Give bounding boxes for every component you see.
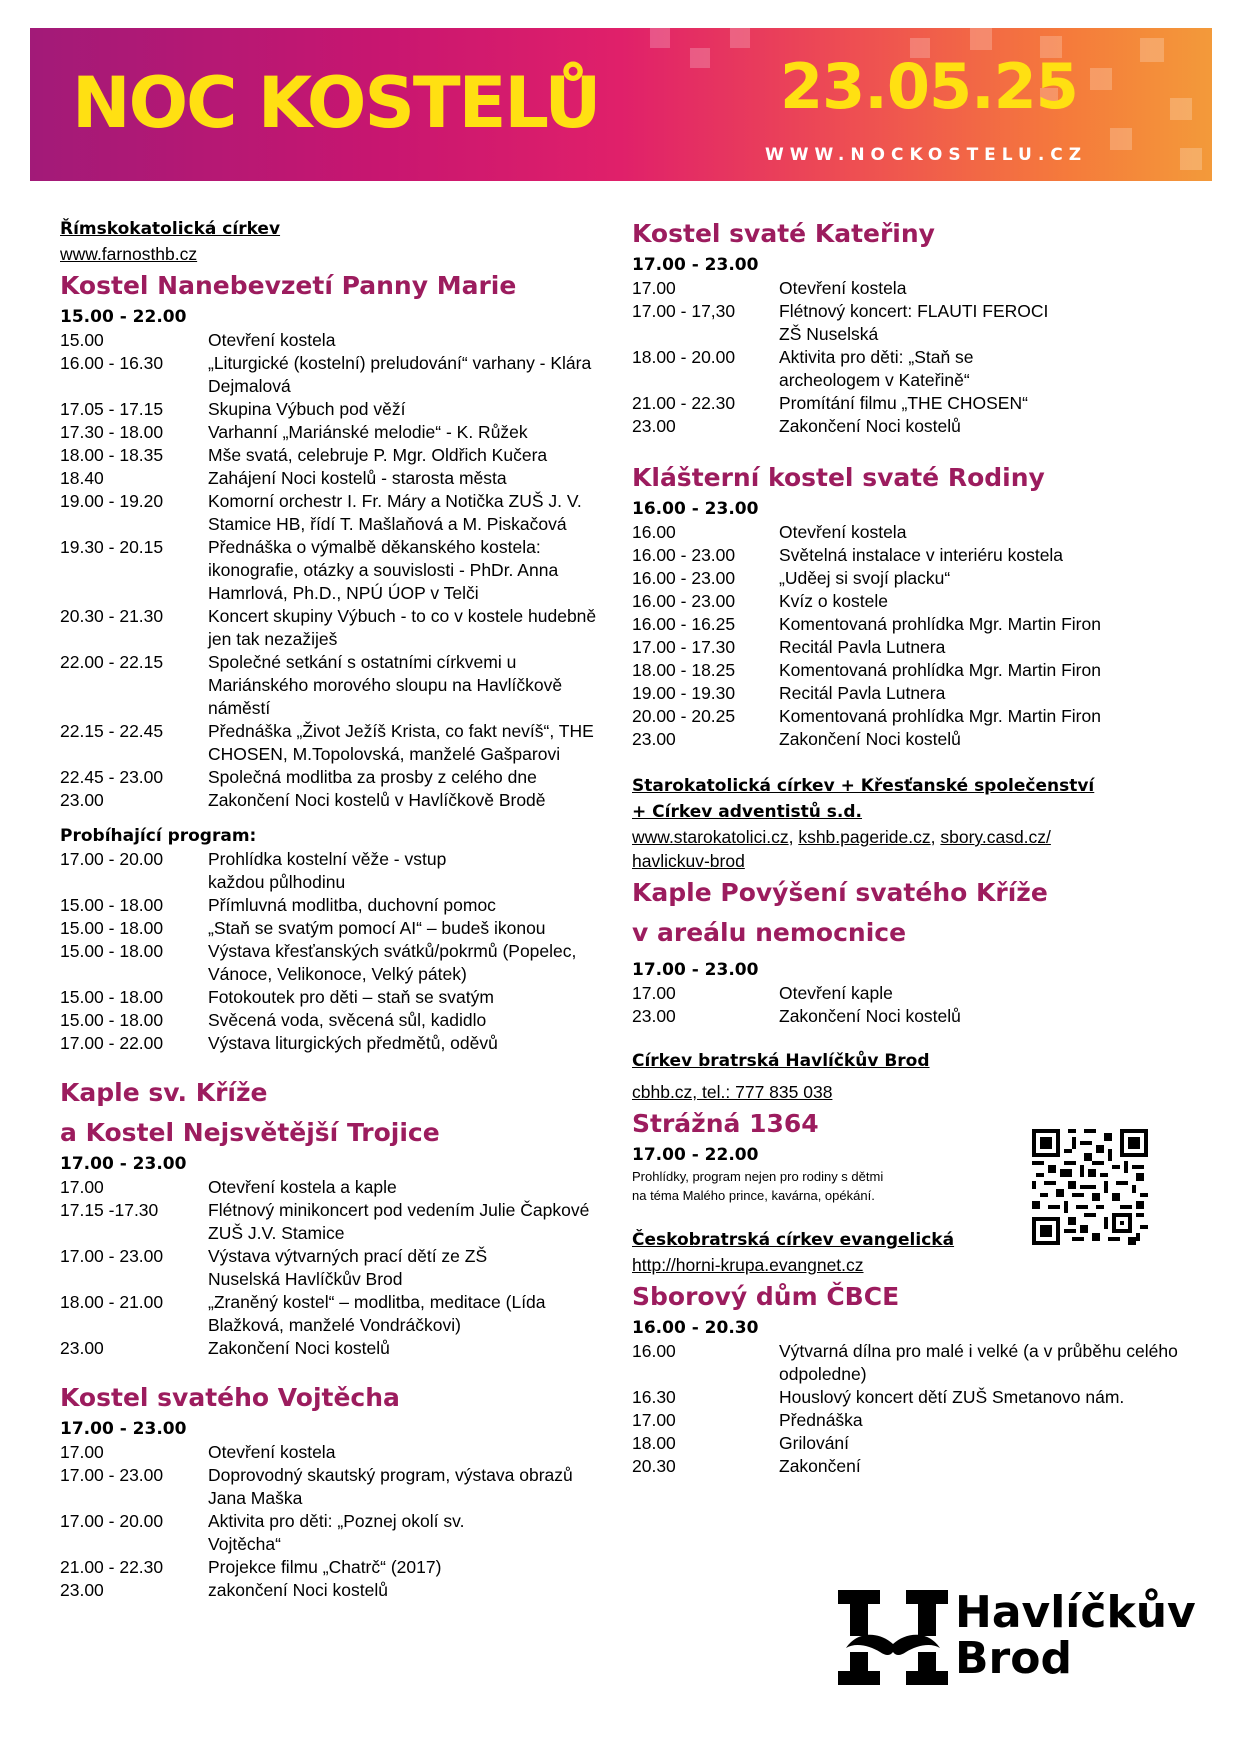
banner-website[interactable]: WWW.NOCKOSTELU.CZ — [765, 145, 1088, 165]
program-row: 21.00 - 22.30 Promítání filmu „THE CHOSEN“ — [632, 393, 1028, 413]
program-row: 18.00 - 21.00 „Zraněný kostel“ – modlitba, meditace (Lída Blažková, manželé Vondráčkovi) — [60, 1292, 546, 1335]
havlickuv-brod-logo-icon — [838, 1590, 948, 1685]
program-row: 22.45 - 23.00 Společná modlitba za prosby z celého dne — [60, 767, 537, 787]
program-row: 19.00 - 19.20 Komorní orchestr I. Fr. Máry a Notička ZUŠ J. V. Stamice HB, řídí T. Mašlaňová a M. Piskačová — [60, 491, 582, 534]
link-casd[interactable]: sbory.casd.cz/ — [940, 827, 1051, 847]
program-row: 17.30 - 18.00 Varhanní „Mariánské melodie“ - K. Růžek — [60, 422, 528, 442]
program-row: 17.15 -17.30 Flétnový minikoncert pod vedením Julie Čapkové ZUŠ J.V. Stamice — [60, 1200, 590, 1243]
program-row: 16.00 - 23.00 Kvíz o kostele — [632, 591, 888, 611]
program-row: 18.40 Zahájení Noci kostelů - starosta města — [60, 468, 507, 488]
link-starokatolici[interactable]: www.starokatolici.cz — [632, 827, 789, 847]
program-list-nanebevzeti — [60, 329, 605, 812]
program-row: 23.00 Zakončení Noci kostelů — [60, 1338, 390, 1358]
hours-cbce: 16.00 - 20.30 — [632, 1318, 759, 1338]
program-list-trojice — [60, 1176, 605, 1360]
program-row: 17.00 - 22.00 Výstava liturgických předmětů, oděvů — [60, 1033, 498, 1053]
right-column — [632, 214, 1192, 1478]
church-title-kaple-kriz: Kaple sv. Kříže — [60, 1078, 268, 1107]
city-logo-text — [955, 1587, 1196, 1684]
org-roman-catholic: Římskokatolická církev — [60, 219, 281, 239]
header-banner — [30, 28, 1212, 181]
church-title-cbce: Sborový dům ČBCE — [632, 1282, 900, 1311]
program-row: 16.30 Houslový koncert dětí ZUŠ Smetanovo nám. — [632, 1387, 1125, 1407]
program-row: 17.00 Přednáška — [632, 1410, 863, 1430]
program-row: 17.00 - 20.00 Aktivita pro děti: „Poznej okolí sv. Vojtěcha“ — [60, 1511, 465, 1554]
program-row: 23.00 zakončení Noci kostelů — [60, 1580, 388, 1600]
program-row: 19.00 - 19.30 Recitál Pavla Lutnera — [632, 683, 946, 703]
program-row: 20.30 - 21.30 Koncert skupiny Výbuch - to co v kostele hudebně jen tak nezažiješ — [60, 606, 597, 649]
program-row: 15.00 - 18.00 Fotokoutek pro děti – staň se svatým — [60, 987, 494, 1007]
program-row: 22.00 - 22.15 Společné setkání s ostatními církvemi u Mariánského morového sloupu na Havlíčkově náměstí — [60, 652, 563, 718]
church-title-nemocnice: v areálu nemocnice — [632, 918, 907, 947]
city-logo-line1: Havlíčkův — [955, 1587, 1196, 1638]
program-list-katerina — [632, 277, 1192, 438]
program-list-cbce — [632, 1340, 1192, 1478]
hours-trojice: 17.00 - 23.00 — [60, 1154, 187, 1174]
program-row: 17.00 - 17,30 Flétnový koncert: FLAUTI FEROCI ZŠ Nuselská — [632, 301, 1049, 344]
city-logo-line2: Brod — [955, 1633, 1072, 1684]
link-kshb[interactable]: kshb.pageride.cz — [798, 827, 931, 847]
program-row: 16.00 Otevření kostela — [632, 522, 907, 542]
program-row: 23.00 Zakončení Noci kostelů — [632, 1006, 961, 1026]
program-row: 23.00 Zakončení Noci kostelů — [632, 729, 961, 749]
note-strazna-1: Prohlídky, program nejen pro rodiny s dětmi — [632, 1169, 884, 1184]
program-list-vojtech — [60, 1441, 605, 1602]
program-row: 23.00 Zakončení Noci kostelů — [632, 416, 961, 436]
program-row: 17.00 - 23.00 Doprovodný skautský program, výstava obrazů Jana Maška — [60, 1465, 573, 1508]
program-row: 20.00 - 20.25 Komentovaná prohlídka Mgr. Martin Firon — [632, 706, 1101, 726]
program-row: 18.00 - 18.25 Komentovaná prohlídka Mgr. Martin Firon — [632, 660, 1101, 680]
program-row: 18.00 Grilování — [632, 1433, 850, 1453]
program-list-rodina — [632, 521, 1192, 751]
program-list-povyseni — [632, 982, 1192, 1028]
program-row: 17.00 Otevření kostela — [60, 1442, 336, 1462]
program-row: 16.00 - 23.00 „Uděej si svojí placku“ — [632, 568, 951, 588]
link-farnosthb[interactable]: www.farnosthb.cz — [60, 244, 198, 264]
church-title-katerina: Kostel svaté Kateřiny — [632, 219, 935, 248]
program-row: 17.00 - 17.30 Recitál Pavla Lutnera — [632, 637, 946, 657]
program-row: 17.00 - 20.00 Prohlídka kostelní věže - vstup každou půlhodinu — [60, 849, 447, 892]
org-adventiste: + Církev adventistů s.d. — [632, 802, 863, 822]
hours-katerina: 17.00 - 23.00 — [632, 255, 759, 275]
banner-date: 23.05.25 — [780, 50, 1078, 123]
church-title-trojice: a Kostel Nejsvětější Trojice — [60, 1118, 440, 1147]
church-title-rodina: Klášterní kostel svaté Rodiny — [632, 463, 1045, 492]
qr-code-icon[interactable] — [1032, 1129, 1148, 1245]
link-casd-cont[interactable]: havlickuv-brod — [632, 851, 745, 871]
program-row: 23.00 Zakončení Noci kostelů v Havlíčkově Brodě — [60, 790, 546, 810]
church-title-nanebevzeti: Kostel Nanebevzetí Panny Marie — [60, 271, 517, 300]
link-evangnet[interactable]: http://horni-krupa.evangnet.cz — [632, 1255, 864, 1275]
left-column — [60, 216, 605, 1602]
program-row: 17.00 - 23.00 Výstava výtvarných prací dětí ze ZŠ Nuselská Havlíčkův Brod — [60, 1246, 488, 1289]
program-row: 15.00 - 18.00 „Staň se svatým pomocí AI“ – budeš ikonou — [60, 918, 546, 938]
program-row: 17.00 Otevření kostela a kaple — [60, 1177, 397, 1197]
program-row: 15.00 - 18.00 Výstava křesťanských svátků/pokrmů (Popelec, Vánoce, Velikonoce, Velký pátek) — [60, 941, 577, 984]
church-title-strazna: Strážná 1364 — [632, 1109, 819, 1138]
program-row: 16.00 Výtvarná dílna pro malé i velké (a v průběhu celého odpoledne) — [632, 1341, 1178, 1384]
program-row: 17.05 - 17.15 Skupina Výbuch pod věží — [60, 399, 406, 419]
org-cirkev-bratrska: Církev bratrská Havlíčkův Brod — [632, 1051, 930, 1071]
program-row: 20.30 Zakončení — [632, 1456, 861, 1476]
ongoing-program-list — [60, 848, 605, 1055]
program-row: 18.00 - 20.00 Aktivita pro děti: „Staň se archeologem v Kateřině“ — [632, 347, 974, 390]
note-strazna-2: na téma Malého prince, kavárna, opékání. — [632, 1188, 875, 1203]
program-row: 21.00 - 22.30 Projekce filmu „Chatrč“ (2017) — [60, 1557, 442, 1577]
church-title-kaple-povyseni: Kaple Povýšení svatého Kříže — [632, 878, 1048, 907]
program-row: 17.00 Otevření kostela — [632, 278, 907, 298]
program-row: 15.00 - 18.00 Přímluvná modlitba, duchovní pomoc — [60, 895, 496, 915]
org-starokatolicka: Starokatolická církev + Křesťanské společenství — [632, 776, 1095, 796]
church-title-vojtech: Kostel svatého Vojtěcha — [60, 1383, 400, 1412]
hours-nanebevzeti: 15.00 - 22.00 — [60, 307, 187, 327]
links-starokatolicka: www.starokatolici.cz, kshb.pageride.cz, sbory.casd.cz/ — [632, 827, 1051, 847]
program-row: 19.30 - 20.15 Přednáška o výmalbě děkanského kostela: ikonografie, otázky a souvislosti - PhDr. Anna Hamrlová, Ph.D., NPÚ ÚOP v Telči — [60, 537, 559, 603]
program-row: 15.00 Otevření kostela — [60, 330, 336, 350]
program-row: 17.00 Otevření kaple — [632, 983, 893, 1003]
link-cbhb[interactable]: cbhb.cz, tel.: 777 835 038 — [632, 1082, 833, 1102]
program-row: 18.00 - 18.35 Mše svatá, celebruje P. Mgr. Oldřich Kučera — [60, 445, 548, 465]
program-row: 16.00 - 23.00 Světelná instalace v interiéru kostela — [632, 545, 1064, 565]
org-ceskobratrska: Českobratrská církev evangelická — [632, 1230, 955, 1250]
hours-rodina: 16.00 - 23.00 — [632, 499, 759, 519]
hours-strazna: 17.00 - 22.00 — [632, 1145, 759, 1165]
program-row: 16.00 - 16.30 „Liturgické (kostelní) preludování“ varhany - Klára Dejmalová — [60, 353, 592, 396]
program-row: 22.15 - 22.45 Přednáška „Život Ježíš Krista, co fakt nevíš“, THE CHOSEN, M.Topolovská, manželé Gašparovi — [60, 721, 594, 764]
ongoing-program-label: Probíhající program: — [60, 826, 257, 846]
hours-vojtech: 17.00 - 23.00 — [60, 1419, 187, 1439]
program-row: 16.00 - 16.25 Komentovaná prohlídka Mgr. Martin Firon — [632, 614, 1101, 634]
banner-title: NOC KOSTELŮ — [72, 62, 600, 144]
program-row: 15.00 - 18.00 Svěcená voda, svěcená sůl, kadidlo — [60, 1010, 487, 1030]
hours-povyseni: 17.00 - 23.00 — [632, 960, 759, 980]
